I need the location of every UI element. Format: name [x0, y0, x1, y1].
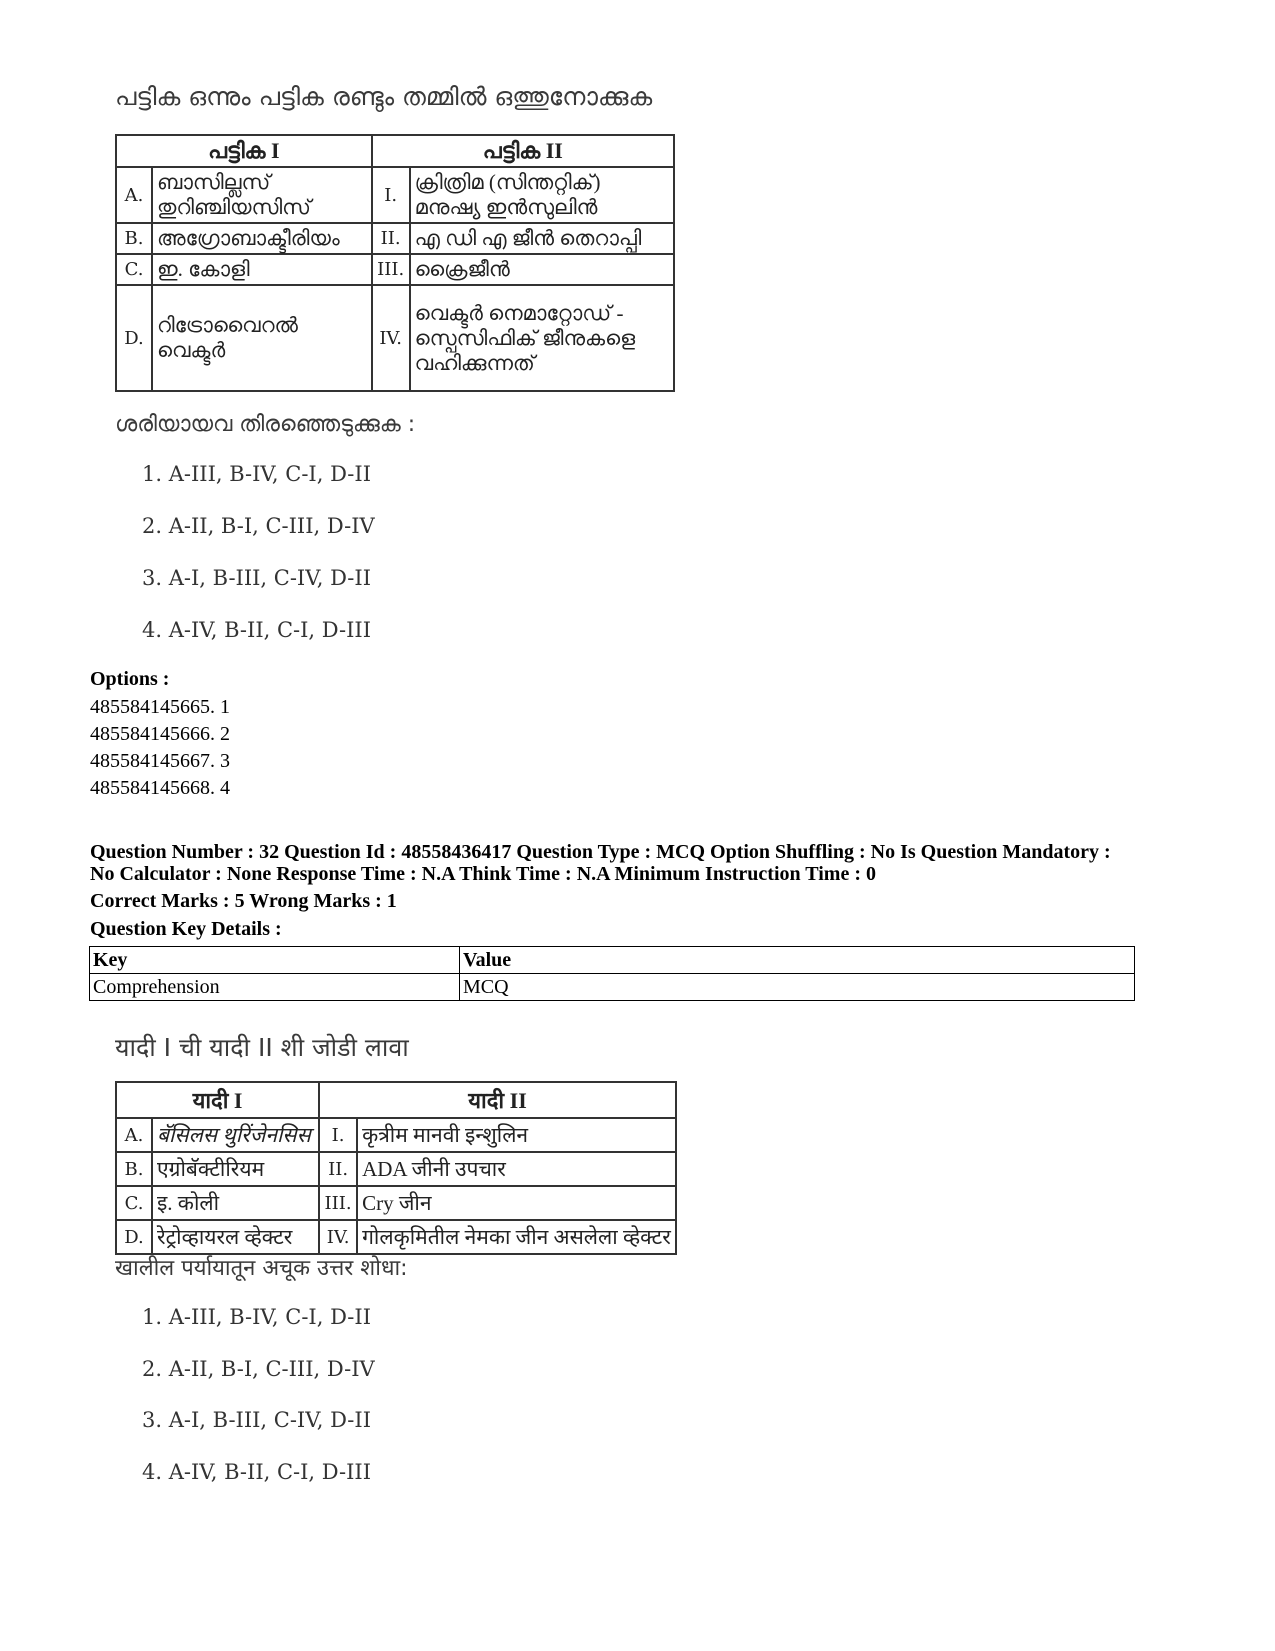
q32-col1-header: यादी I: [116, 1082, 319, 1118]
row-letter: D.: [116, 1220, 152, 1254]
options-title: Options :: [90, 668, 170, 690]
row-left: ബാസില്ലസ് തുറിഞ്ചിയസിസ്: [152, 167, 372, 223]
q32-choice-4: 4. A-IV, B-II, C-I, D-III: [142, 1460, 371, 1484]
row-letter: C.: [116, 1186, 152, 1220]
row-left: इ. कोली: [152, 1186, 319, 1220]
key-header: Key: [90, 947, 460, 974]
row-numeral: IV.: [319, 1220, 357, 1254]
option-item: 485584145665. 1: [90, 696, 230, 718]
q31-choice-1: 1. A-III, B-IV, C-I, D-II: [142, 462, 371, 486]
row-numeral: II.: [372, 223, 410, 254]
row-letter: D.: [116, 285, 152, 391]
row-numeral: IV.: [372, 285, 410, 391]
row-right: വെക്ടർ നെമാറ്റോഡ് - സ്പെസിഫിക് ജീനുകളെ വഹിക്കുന്നത്: [410, 285, 674, 391]
q32-match-table: [115, 1081, 677, 1255]
row-letter: A.: [116, 167, 152, 223]
q32-instruction: खालील पर्यायातून अचूक उत्तर शोधा:: [115, 1256, 408, 1281]
q31-choice-4: 4. A-IV, B-II, C-I, D-III: [142, 618, 371, 642]
q32-choice-2: 2. A-II, B-I, C-III, D-IV: [142, 1357, 375, 1381]
q31-heading: പട്ടിക ഒന്നും പട്ടിക രണ്ടും തമ്മിൽ ഒത്തുനോക്കുക: [115, 82, 653, 111]
q31-col2-header: പട്ടിക II: [372, 135, 674, 167]
question-marks: Correct Marks : 5 Wrong Marks : 1: [90, 890, 397, 912]
q32-col2-header: यादी II: [319, 1082, 676, 1118]
q31-choice-2: 2. A-II, B-I, C-III, D-IV: [142, 514, 375, 538]
row-right: गोलकृमितील नेमका जीन असलेला व्हेक्टर: [357, 1220, 676, 1254]
row-numeral: I.: [319, 1118, 357, 1152]
option-item: 485584145668. 4: [90, 777, 230, 799]
table-row: [116, 167, 674, 223]
key-cell: Comprehension: [90, 974, 460, 1001]
row-letter: A.: [116, 1118, 152, 1152]
table-row: [116, 1220, 676, 1254]
q32-choice-1: 1. A-III, B-IV, C-I, D-II: [142, 1305, 371, 1329]
question-meta-line1: Question Number : 32 Question Id : 48558436417 Question Type : MCQ Option Shuffling : No Is Question Mandatory :: [90, 841, 1111, 863]
row-right: ക്രൈജീൻ: [410, 254, 674, 285]
row-letter: B.: [116, 223, 152, 254]
row-right: कृत्रीम मानवी इन्शुलिन: [357, 1118, 676, 1152]
row-right: എ ഡി എ ജീൻ തെറാപ്പി: [410, 223, 674, 254]
table-row: [116, 1118, 676, 1152]
value-header: Value: [460, 947, 1135, 974]
row-numeral: III.: [372, 254, 410, 285]
row-letter: C.: [116, 254, 152, 285]
q31-instruction: ശരിയായവ തിരഞ്ഞെടുക്കുക :: [115, 412, 416, 437]
row-numeral: I.: [372, 167, 410, 223]
row-left: रेट्रोव्हायरल व्हेक्टर: [152, 1220, 319, 1254]
table-row: [116, 223, 674, 254]
row-numeral: II.: [319, 1152, 357, 1186]
option-item: 485584145666. 2: [90, 723, 230, 745]
row-left: एग्रोबॅक्टीरियम: [152, 1152, 319, 1186]
row-right: ക്രിത്രിമ (സിന്തറ്റിക്) മനുഷ്യ ഇൻസുലിൻ: [410, 167, 674, 223]
row-left: ഇ. കോളി: [152, 254, 372, 285]
table-row: [116, 285, 674, 391]
row-right: Cry जीन: [357, 1186, 676, 1220]
q32-choice-3: 3. A-I, B-III, C-IV, D-II: [142, 1408, 371, 1432]
table-row: [116, 1186, 676, 1220]
option-item: 485584145667. 3: [90, 750, 230, 772]
row-right: ADA जीनी उपचार: [357, 1152, 676, 1186]
value-cell: MCQ: [460, 974, 1135, 1001]
q31-choice-3: 3. A-I, B-III, C-IV, D-II: [142, 566, 371, 590]
key-table-header: [90, 947, 1135, 974]
q31-match-table: [115, 134, 675, 392]
q31-col1-header: പട്ടിക I: [116, 135, 372, 167]
question-meta-line2: No Calculator : None Response Time : N.A Think Time : N.A Minimum Instruction Time : 0: [90, 863, 876, 885]
row-numeral: III.: [319, 1186, 357, 1220]
table-row: [116, 254, 674, 285]
row-letter: B.: [116, 1152, 152, 1186]
table-row: [116, 1152, 676, 1186]
row-left: അഗ്രോബാക്ടീരിയം: [152, 223, 372, 254]
key-details-table: [89, 946, 1135, 1001]
row-left: റിട്രോവൈറൽ വെക്ടർ: [152, 285, 372, 391]
q32-heading: यादी I ची यादी II शी जोडी लावा: [115, 1033, 409, 1062]
table-row: [90, 974, 1135, 1001]
row-left: बॅसिलस थुरिंजेनसिस: [152, 1118, 319, 1152]
key-details-title: Question Key Details :: [90, 918, 282, 940]
